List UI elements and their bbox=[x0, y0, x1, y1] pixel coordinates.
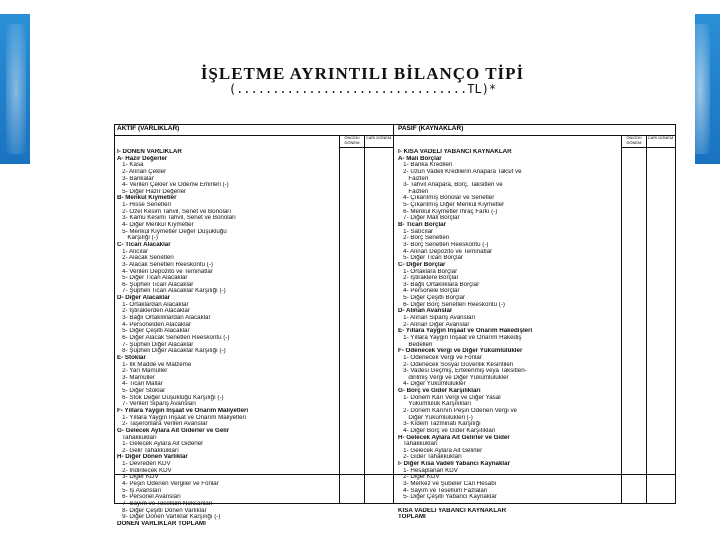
liability-line: 3- Vadesi Geçmiş, Ertelenmiş veya Taksitlen- bbox=[398, 368, 527, 375]
liability-line: Diğer Yükümlülükleri (-) bbox=[398, 414, 473, 421]
liability-line: Bedelleri bbox=[398, 341, 433, 348]
liability-line: E- Yıllara Yaygın İnşaat ve Onarım Hakedişleri bbox=[398, 328, 533, 335]
liability-line: A- Mali Borçlar bbox=[398, 155, 442, 162]
asset-line: 2- Alacak Senetleri bbox=[117, 255, 174, 262]
liability-line: Faizleri bbox=[398, 188, 429, 195]
asset-line: 2- Gelir Tahakkukları bbox=[117, 447, 179, 454]
asset-line: D- Diğer Alacaklar bbox=[117, 295, 171, 302]
center-divider bbox=[393, 125, 394, 503]
asset-line: 1- Devreden KDV bbox=[117, 461, 171, 468]
liabilities-lines bbox=[398, 149, 620, 521]
assets-cur-col-line bbox=[364, 135, 365, 503]
liabilities-cur-col-line bbox=[646, 135, 647, 503]
liability-line: 3- Merkez ve Şubeler Cari Hesabı bbox=[398, 481, 497, 488]
asset-line: 6- Şüpheli Ticari Alacaklar bbox=[117, 281, 194, 288]
liability-line: 4- Alınan Depozito ve Teminatlar bbox=[398, 248, 493, 255]
asset-line: 2- Taşeronlara Verilen Avanslar bbox=[117, 421, 208, 428]
asset-line: 3- Mamüller bbox=[117, 374, 155, 381]
asset-line: 6- Personel Avansları bbox=[117, 494, 181, 501]
liability-line: G- Borç ve Gider Karşılıkları bbox=[398, 388, 481, 395]
asset-line: Karşılığı (-) bbox=[117, 235, 158, 242]
liabilities-current-period-header: CARİ DÖNEM bbox=[647, 135, 674, 140]
asset-line: 4- Verilen Depozito ve Teminatlar bbox=[117, 268, 213, 275]
liability-line: 1- Ortaklara Borçlar bbox=[398, 268, 458, 275]
liability-line: Tahakkukları bbox=[398, 441, 438, 448]
asset-line: 6- Stok Değer Düşüklüğü Karşılığı (-) bbox=[117, 394, 224, 401]
asset-line: 3- Alacak Senetleri Reeskontu (-) bbox=[117, 261, 213, 268]
liability-line: 1- Satıcılar bbox=[398, 228, 434, 235]
liability-line: Faizleri bbox=[398, 175, 429, 182]
liability-line: 5- Diğer Çeşitli Borçlar bbox=[398, 295, 466, 302]
liability-line: 1- Alınan Sipariş Avansları bbox=[398, 315, 476, 322]
liability-line: 2- Uzun Vadeli Kredilerin Anapara Taksit ve bbox=[398, 168, 522, 175]
liability-line: KISA VADELİ YABANCI KAYNAKLAR bbox=[398, 507, 507, 514]
asset-line: 8- Diğer Çeşitli Dönen Varlıklar bbox=[117, 507, 207, 514]
asset-line: 5- Diğer Çeşitli Alacaklar bbox=[117, 328, 190, 335]
asset-line: 2- İştiraklerden Alacaklar bbox=[117, 308, 190, 315]
asset-line: Tahakkukları bbox=[117, 434, 157, 441]
liability-line: D- Alınan Avanslar bbox=[398, 308, 453, 315]
liability-line: B- Ticari Borçlar bbox=[398, 222, 447, 229]
liability-line bbox=[398, 501, 620, 508]
liability-line: 6- Diğer Borç Senetleri Reeskontu (-) bbox=[398, 301, 505, 308]
liability-line: 2- Diğer KDV bbox=[398, 474, 440, 481]
asset-line: E- Stoklar bbox=[117, 354, 146, 361]
header-divider bbox=[115, 135, 675, 136]
asset-line: 4- Ticari Mallar bbox=[117, 381, 163, 388]
liability-line: 7- Diğer Mali Borçlar bbox=[398, 215, 460, 222]
liability-line: I- Diğer Kısa Vadeli Yabancı Kaynaklar bbox=[398, 461, 511, 468]
asset-line: 1- Kasa bbox=[117, 162, 144, 169]
liability-line: 1- Hesaplanan KDV bbox=[398, 467, 458, 474]
liability-line: 4- Sayım ve Tesellüm Fazlaları bbox=[398, 487, 488, 494]
assets-current-period-header: CARİ DÖNEM bbox=[365, 135, 392, 140]
asset-line: 3- Diğer KDV bbox=[117, 474, 159, 481]
asset-line: 2- Özel Kesim Tahvil, Senet ve Bonoları bbox=[117, 208, 232, 215]
asset-line: 1- Gelecek Aylara Ait Giderler bbox=[117, 441, 204, 448]
balance-sheet-table bbox=[114, 124, 676, 527]
liability-line: 5- Diğer Çeşitli Yabancı Kaynaklar bbox=[398, 494, 497, 501]
liabilities-prev-period-header: ÖNCEKİ DÖNEM bbox=[626, 135, 642, 145]
asset-line: 1- İlk Madde ve Malzeme bbox=[117, 361, 192, 368]
liability-line: Yükümlülük Karşılıkları bbox=[398, 401, 472, 408]
asset-line: 8- Şüpheli Diğer Alacaklar Karşılığı (-) bbox=[117, 348, 226, 355]
asset-line: 7- Verilen Sipariş Avansları bbox=[117, 401, 196, 408]
liability-line: 4- Diğer Yükümlülükler bbox=[398, 381, 466, 388]
asset-line: G- Gelecek Aylara Ait Giderler ve Gelir bbox=[117, 427, 230, 434]
asset-line: 3- Kamu Kesimi Tahvil, Senet ve Bonoları bbox=[117, 215, 236, 222]
liability-line: 5- Diğer Ticari Borçlar bbox=[398, 255, 463, 262]
scanned-document bbox=[30, 0, 695, 540]
asset-line: 1- Hisse Senetleri bbox=[117, 202, 171, 209]
asset-line: 6- Diğer Alacak Senetleri Reeskontu (-) bbox=[117, 334, 230, 341]
asset-line: 7- Şüpheli Diğer Alacaklar bbox=[117, 341, 194, 348]
asset-line: C- Ticari Alacaklar bbox=[117, 241, 171, 248]
asset-line: 2- İndirilecek KDV bbox=[117, 467, 172, 474]
asset-line: 5- Diğer Ticari Alacaklar bbox=[117, 275, 188, 282]
asset-line: 5- Diğer Hazır Değerler bbox=[117, 188, 187, 195]
liability-line: 3- Kıdem Tazminatı Karşılığı bbox=[398, 421, 481, 428]
liability-line: 3- Bağlı Ortaklıklara Borçlar bbox=[398, 281, 480, 288]
asset-line: 7- Şüpheli Ticari Alacaklar Karşılığı (-) bbox=[117, 288, 226, 295]
liabilities-total-divider bbox=[393, 474, 675, 475]
asset-line: 5- Menkul Kıymetler Değer Düşüklüğü bbox=[117, 228, 227, 235]
liability-line: 3- Tahvil Anapara, Borç, Taksitleri ve bbox=[398, 182, 503, 189]
asset-line: 4- Verilen Çekler ve Ödeme Emirleri (-) bbox=[117, 182, 229, 189]
document-currency-note: (................................TL)* bbox=[228, 82, 497, 96]
liability-line: 1- Banka Kredileri bbox=[398, 162, 453, 169]
liability-line: 4- Diğer Borç ve Gider Karşılıkları bbox=[398, 427, 496, 434]
assets-prev-col-line bbox=[339, 135, 340, 503]
asset-line: 3- Bağlı Ortaklıklardan Alacaklar bbox=[117, 315, 211, 322]
liability-line: 2- Dönem Kârının Peşin Ödenen Vergi ve bbox=[398, 407, 518, 414]
asset-line: H- Diğer Dönen Varlıklar bbox=[117, 454, 188, 461]
liability-line: dirilmiş Vergi ve Diğer Yükümlülükler bbox=[398, 374, 509, 381]
liability-line: 2- İştiraklere Borçlar bbox=[398, 275, 459, 282]
asset-line: 1- Ortaklardan Alacaklar bbox=[117, 301, 189, 308]
liability-line: 1- Yıllara Yaygın İnşaat ve Onarım Hakediş bbox=[398, 334, 522, 341]
liability-line: 2- Gider Tahakkukları bbox=[398, 454, 462, 461]
liability-line: 3- Borç Senetleri Reeskontu (-) bbox=[398, 241, 489, 248]
liability-line: 2- Ödenecek Sosyal Güvenlik Kesintileri bbox=[398, 361, 514, 368]
liabilities-subheader-divider bbox=[621, 147, 675, 148]
liability-line: 1- Ödenecek Vergi ve Fonlar bbox=[398, 354, 482, 361]
asset-line: I- DÖNEN VARLIKLAR bbox=[117, 149, 182, 155]
asset-line: F- Yıllara Yaygın İnşaat ve Onarım Maliyetleri bbox=[117, 407, 249, 414]
asset-line: 1- Yıllara Yaygın İnşaat ve Onarım Maliyetleri bbox=[117, 414, 246, 421]
assets-subheader-divider bbox=[339, 147, 393, 148]
liabilities-header: PASİF (KAYNAKLAR) bbox=[398, 125, 464, 132]
liability-line: 2- Alınan Diğer Avanslar bbox=[398, 321, 470, 328]
asset-line: 4- Personelden Alacaklar bbox=[117, 321, 191, 328]
liabilities-prev-col-line bbox=[621, 135, 622, 503]
asset-line: 3- Bankalar bbox=[117, 175, 154, 182]
assets-prev-period-header: ÖNCEKİ DÖNEM bbox=[344, 135, 360, 145]
assets-header: AKTİF (VARLIKLAR) bbox=[117, 125, 180, 132]
asset-line: 1- Alıcılar bbox=[117, 248, 148, 255]
asset-line: 4- Diğer Menkul Kıymetler bbox=[117, 222, 194, 229]
liability-line: C- Diğer Borçlar bbox=[398, 261, 446, 268]
liability-line: I- KISA VADELİ YABANCI KAYNAKLAR bbox=[398, 149, 512, 155]
liability-line: F- Ödenecek Vergi ve Diğer Yükümlülükler bbox=[398, 348, 523, 355]
liability-line: 4- Personele Borçlar bbox=[398, 288, 460, 295]
liability-line: 1- Gelecek Aylara Ait Gelirler bbox=[398, 447, 483, 454]
liability-line: 1- Dönem Kârı Vergi ve Diğer Yasal bbox=[398, 394, 501, 401]
liability-line: 4- Çıkarılmış Bonolar ve Senetler bbox=[398, 195, 495, 202]
asset-line: 5- Diğer Stoklar bbox=[117, 388, 166, 395]
asset-line: 2- Alınan Çekler bbox=[117, 168, 167, 175]
asset-line: 7- Sayım ve Tesellüm Noksanları bbox=[117, 500, 213, 507]
asset-line: 2- Yarı Mamüller bbox=[117, 368, 168, 375]
liability-line: 6- Menkul Kıymetler İhraç Farkı (-) bbox=[398, 208, 498, 215]
asset-line: B- Menkul Kıymetler bbox=[117, 195, 177, 202]
liability-line: H- Gelecek Aylara Ait Gelirler ve Gider bbox=[398, 434, 510, 441]
asset-line: A- Hazır Değerler bbox=[117, 155, 168, 162]
asset-line: 4- Peşin Ödenen Vergiler ve Fonlar bbox=[117, 481, 219, 488]
liability-line: 2- Borç Senetleri bbox=[398, 235, 450, 242]
band-highlight-left bbox=[6, 24, 26, 154]
liability-line: TOPLAMI bbox=[398, 514, 426, 521]
liability-line: 5- Çıkarılmış Diğer Menkul Kıymetler bbox=[398, 202, 505, 209]
assets-lines bbox=[117, 149, 337, 528]
asset-line: 9- Diğer Dönen Varlıklar Karşılığı (-) bbox=[117, 514, 221, 521]
assets-total-divider bbox=[115, 474, 393, 475]
asset-line: 5- İş Avansları bbox=[117, 487, 162, 494]
asset-line: DÖNEN VARLIKLAR TOPLAMI bbox=[117, 520, 206, 527]
document-title: İŞLETME AYRINTILI BİLANÇO TİPİ bbox=[200, 64, 525, 83]
